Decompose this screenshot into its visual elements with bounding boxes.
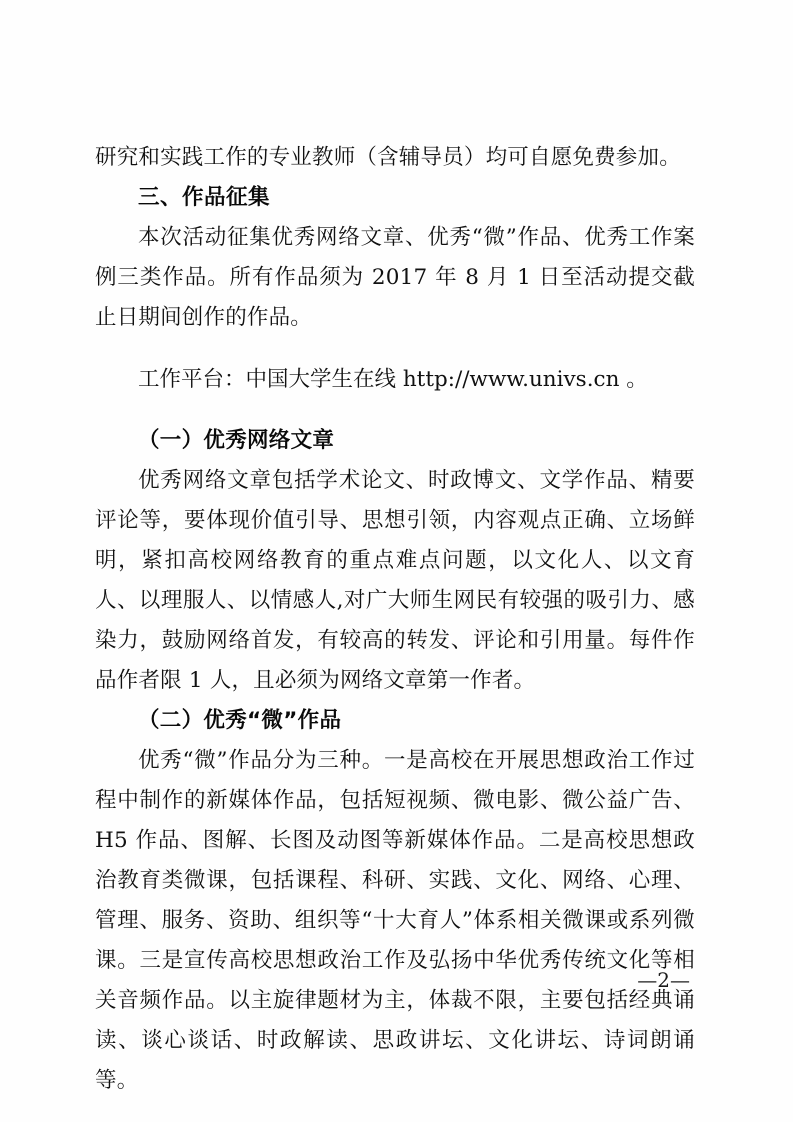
paragraph-collection-scope: 本次活动征集优秀网络文章、优秀“微”作品、优秀工作案例三类作品。所有作品须为 2017 年 8 月 1 日至活动提交截止日期间创作的作品。 bbox=[95, 225, 695, 330]
subheading-excellent-articles: （一）优秀网络文章 bbox=[138, 428, 335, 453]
paragraph-micro-works: 优秀“微”作品分为三种。一是高校在开展思想政治工作过程中制作的新媒体作品，包括短视频、微电影、微公益广告、H5 作品、图解、长图及动图等新媒体作品。二是高校思想政治教育类微课，包括课程、科研、实践、文化、网络、心理、管理、服务、资助、组织等“十大育人”体系相关微课或系列微课。三是宣传高校思想政治工作及弘扬中华优秀传统文化等相关音频作品。以主旋律题材为主，体裁不限，主要包括经典诵读、谈心谈话、时政解读、思政讲坛、文化讲坛、诗词朗诵等。 bbox=[95, 748, 695, 1093]
section-heading: 三、作品征集 bbox=[138, 185, 271, 210]
paragraph-excellent-articles: 优秀网络文章包括学术论文、时政博文、文学作品、精要评论等，要体现价值引导、思想引领，内容观点正确、立场鲜明，紧扣高校网络教育的重点难点问题，以文化人、以文育人、以理服人、以情感人,对广大师生网民有较强的吸引力、感染力，鼓励网络首发，有较高的转发、评论和引用量。每件作品作者限 1 人，且必须为网络文章第一作者。 bbox=[95, 468, 695, 693]
page-content bbox=[95, 138, 695, 1101]
subheading-micro-works: （二）优秀“微”作品 bbox=[138, 708, 342, 733]
paragraph-continued: 研究和实践工作的专业教师（含辅导员）均可自愿免费参加。 bbox=[95, 145, 681, 170]
paragraph-platform: 工作平台：中国大学生在线 http://www.univs.cn 。 bbox=[138, 366, 648, 392]
page-number: —2— bbox=[637, 968, 690, 992]
